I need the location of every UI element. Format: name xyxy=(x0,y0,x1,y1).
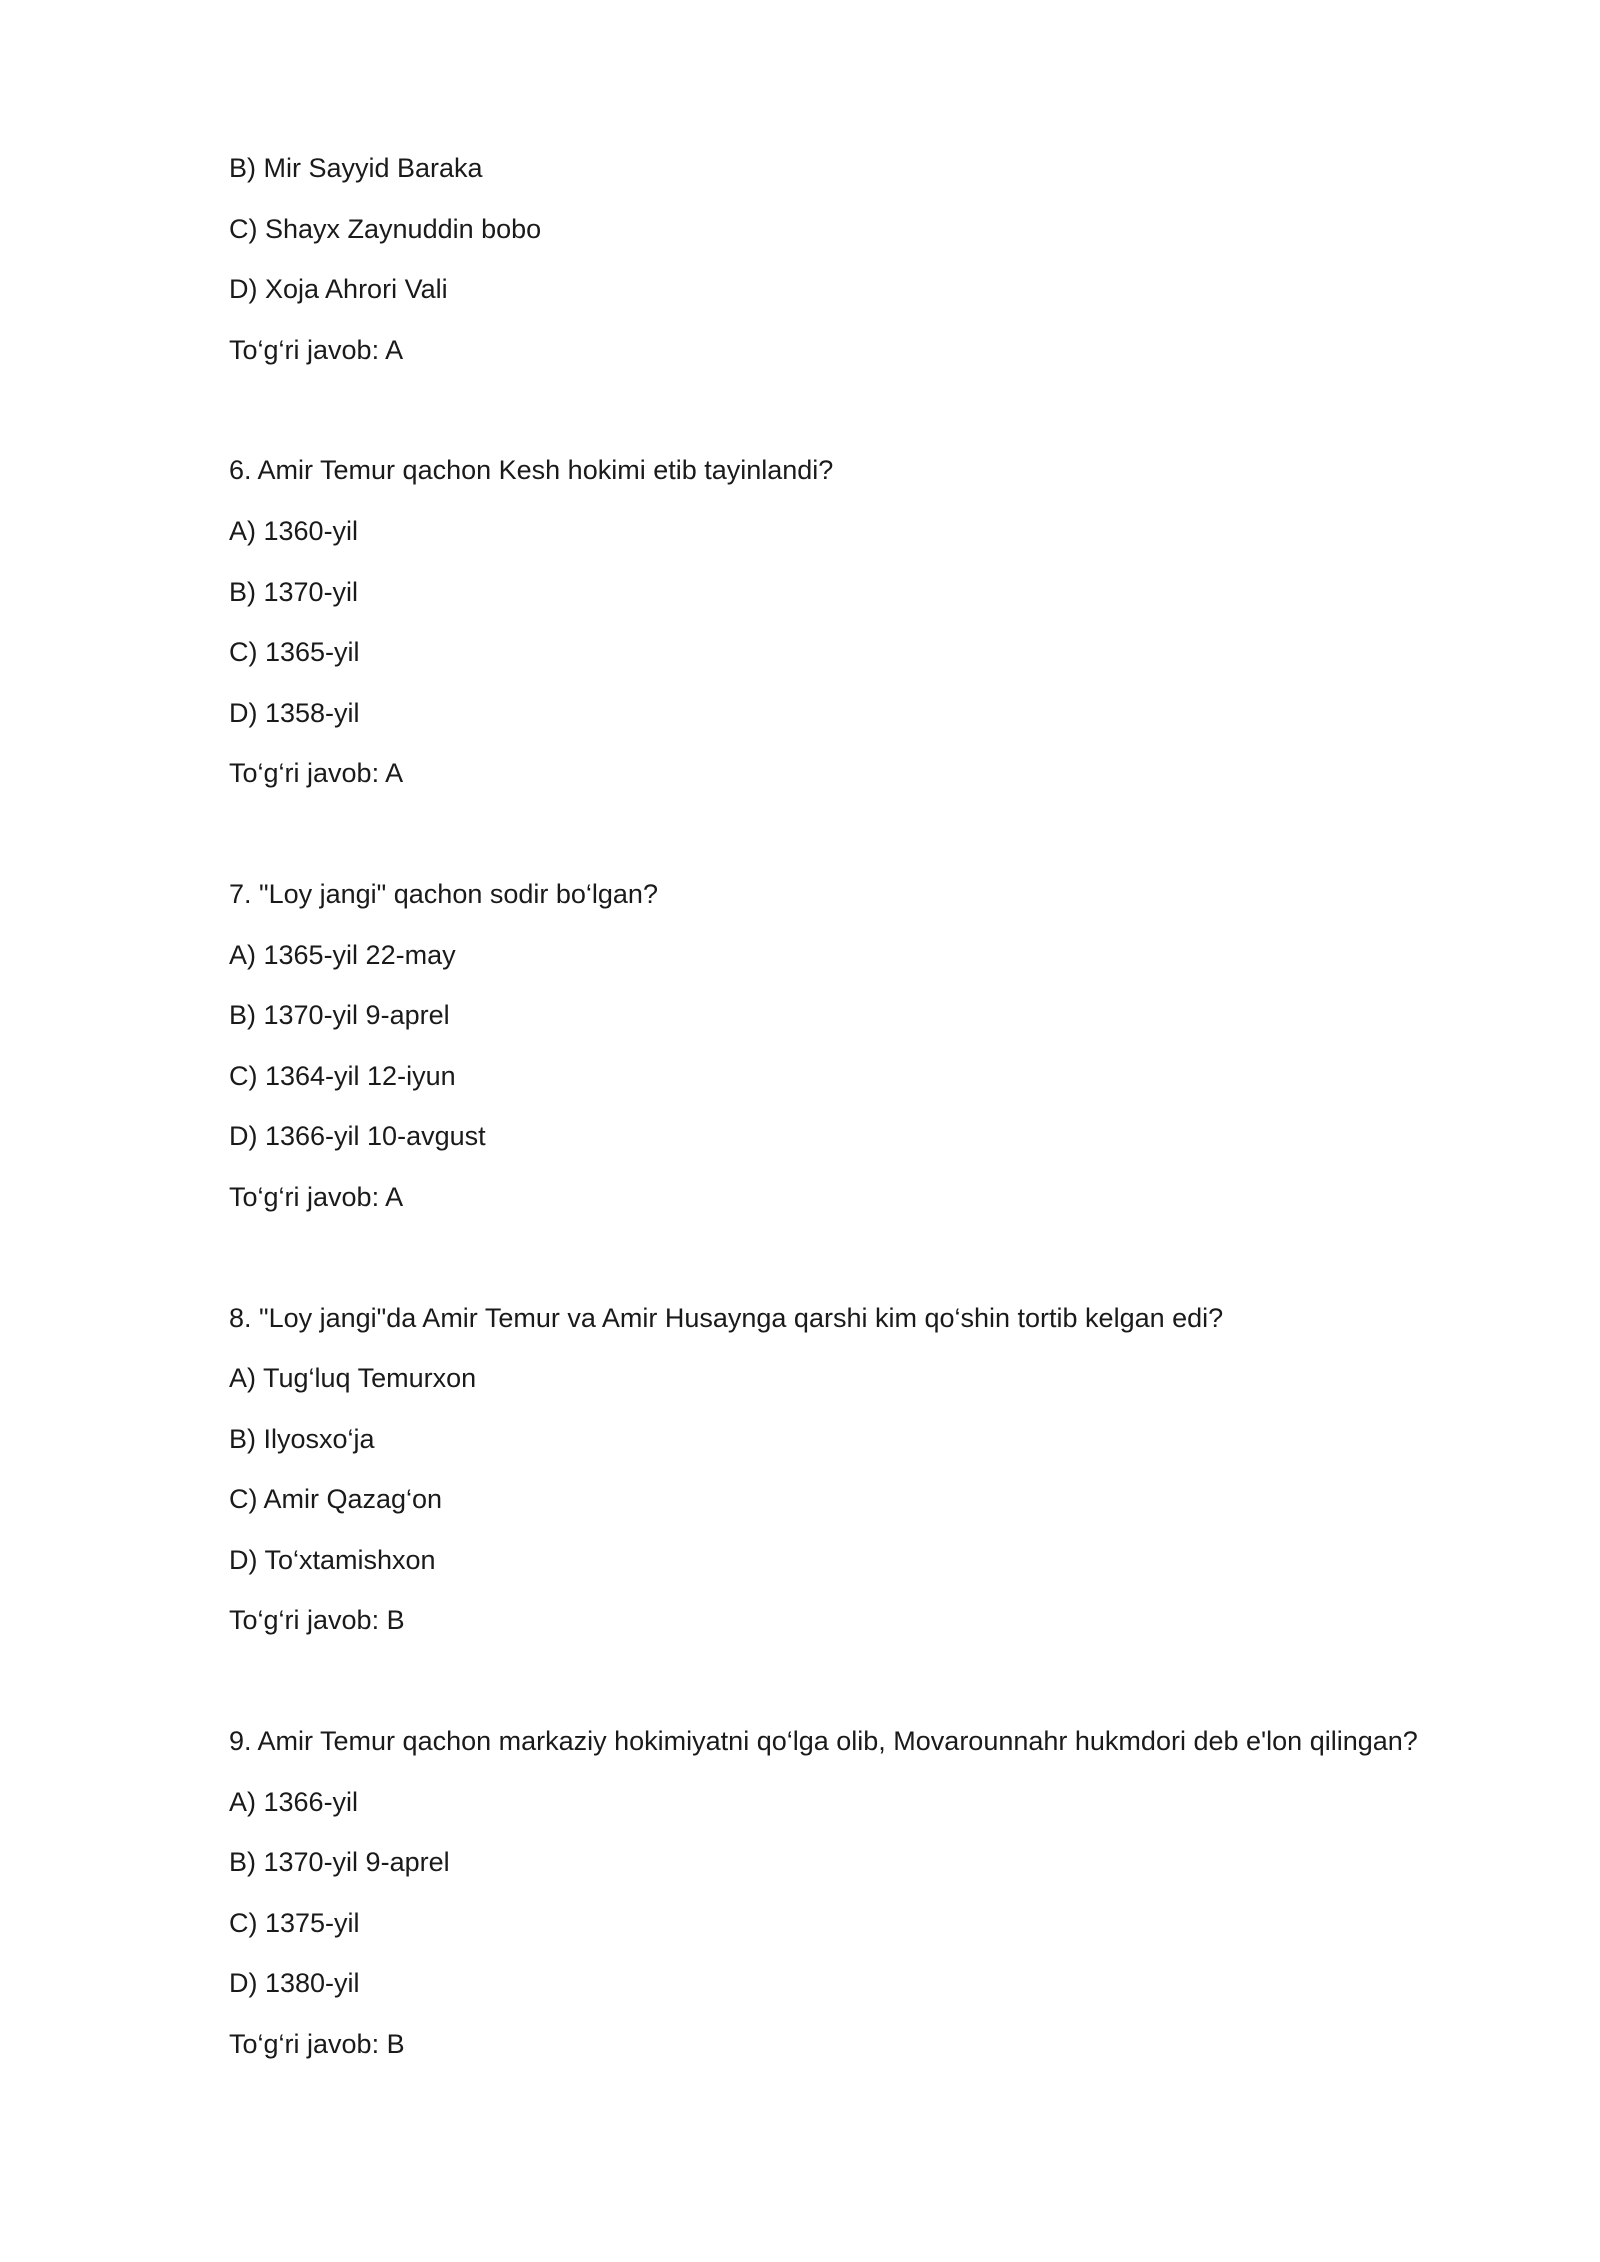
correct-answer: To‘g‘ri javob: B xyxy=(229,1605,405,1636)
question-text: 8. "Loy jangi"da Amir Temur va Amir Husaynga qarshi kim qo‘shin tortib kelgan edi? xyxy=(229,1302,1224,1333)
option-d: D) Xoja Ahrori Vali xyxy=(229,274,448,305)
option-c: C) Amir Qazag‘on xyxy=(229,1484,443,1515)
correct-answer: To‘g‘ri javob: A xyxy=(229,334,404,365)
option-c: C) 1364-yil 12-iyun xyxy=(229,1060,456,1091)
question-text: 9. Amir Temur qachon markaziy hokimiyatni qo‘lga olib, Movarounnahr hukmdori deb e'lon qilingan? xyxy=(229,1726,1418,1757)
correct-answer: To‘g‘ri javob: A xyxy=(229,1181,404,1212)
question-text: 6. Amir Temur qachon Kesh hokimi etib tayinlandi? xyxy=(229,455,834,486)
option-c: C) 1375-yil xyxy=(229,1907,360,1938)
option-c: C) Shayx Zaynuddin bobo xyxy=(229,213,542,244)
question-block xyxy=(229,1723,1529,2062)
option-b: B) Mir Sayyid Baraka xyxy=(229,153,483,183)
document-page xyxy=(229,150,1529,2062)
option-a: A) 1360-yil xyxy=(229,515,359,546)
question-block xyxy=(229,452,1529,791)
option-c: C) 1365-yil xyxy=(229,637,360,668)
option-a: A) Tug‘luq Temurxon xyxy=(229,1363,477,1394)
option-b: B) 1370-yil 9-aprel xyxy=(229,1847,450,1878)
option-b: B) 1370-yil xyxy=(229,576,359,607)
correct-answer: To‘g‘ri javob: A xyxy=(229,758,404,789)
option-a: A) 1365-yil 22-may xyxy=(229,939,456,970)
correct-answer: To‘g‘ri javob: B xyxy=(229,2029,405,2060)
option-d: D) 1358-yil xyxy=(229,697,360,728)
option-b: B) 1370-yil 9-aprel xyxy=(229,1000,450,1031)
question-block-continued xyxy=(229,150,1529,368)
option-a: A) 1366-yil xyxy=(229,1786,359,1817)
option-d: D) 1380-yil xyxy=(229,1968,360,1999)
question-block xyxy=(229,876,1529,1215)
option-b: B) Ilyosxo‘ja xyxy=(229,1423,375,1454)
option-d: D) To‘xtamishxon xyxy=(229,1544,436,1575)
question-text: 7. "Loy jangi" qachon sodir bo‘lgan? xyxy=(229,878,658,909)
option-d: D) 1366-yil 10-avgust xyxy=(229,1121,486,1152)
question-block xyxy=(229,1300,1529,1639)
